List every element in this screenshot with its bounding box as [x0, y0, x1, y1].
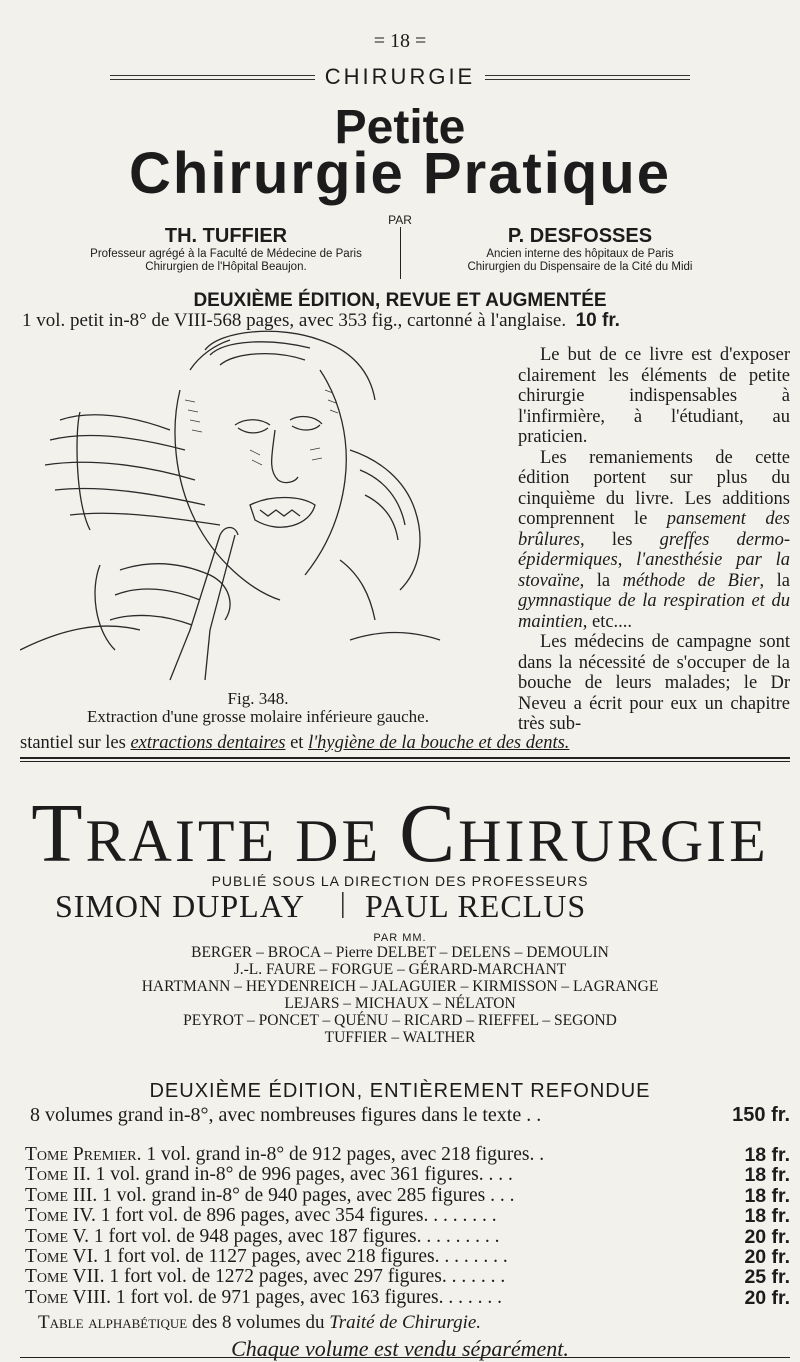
director-separator: |: [340, 888, 347, 919]
section-rule-right: [485, 75, 690, 80]
tome-row: Tome VIII. 1 fort vol. de 971 pages, avec 163 figures. . . . . . . 20 fr.: [25, 1286, 790, 1309]
tome-price: 18 fr.: [744, 1205, 790, 1228]
dental-extraction-illustration: [20, 330, 480, 690]
tome-row: Tome VI. 1 fort vol. de 1127 pages, avec 218 figures. . . . . . . . 20 fr.: [25, 1245, 790, 1268]
book1-title-line2: Chirurgie Pratique: [129, 141, 671, 206]
tome-price: 18 fr.: [744, 1184, 790, 1207]
tome-price: 25 fr.: [744, 1266, 790, 1289]
illustration-drawing: [20, 330, 480, 690]
book1-edition: DEUXIÈME ÉDITION, REVUE ET AUGMENTÉE: [193, 290, 607, 311]
tome-price: 18 fr.: [744, 1144, 790, 1166]
book2-volumes-info: [30, 1104, 790, 1127]
figure-description: Extraction d'une grosse molaire inférieure gauche.: [87, 707, 429, 726]
author-title: Professeur agrégé à la Faculté de Médecine de Paris: [90, 248, 362, 260]
section-title: CHIRURGIE: [324, 64, 476, 89]
book1-authors: [60, 225, 750, 285]
author-desfosses: [410, 225, 750, 274]
contributors-line: HARTMANN – HEYDENREICH – JALAGUIER – KIRMISSON – LAGRANGE: [141, 978, 659, 995]
volume-text: 1 vol. petit in-8° de VIII-568 pages, avec 353 fig., cartonné à l'anglaise.: [22, 310, 567, 331]
volumes-text: 8 volumes grand in-8°, avec nombreuses figures dans le texte . .: [30, 1104, 542, 1126]
volumes-price: 150 fr.: [732, 1104, 790, 1126]
tome-row: Tome Premier. 1 vol. grand in-8° de 912 pages, avec 218 figures. . 18 fr.: [25, 1144, 790, 1166]
bottom-rule: [20, 1357, 790, 1358]
figure-number: Fig. 348.: [227, 689, 289, 708]
divider-rule: [20, 757, 790, 759]
director-duplay: SIMON DUPLAY: [55, 888, 305, 924]
book1-title-line1: Petite: [334, 101, 466, 154]
contributors-line: LEJARS – MICHAUX – NÉLATON: [284, 995, 516, 1012]
tome-price: 20 fr.: [744, 1245, 790, 1268]
contributors-line: TUFFIER – WALTHER: [324, 1029, 476, 1046]
contributors-line: J.-L. FAURE – FORGUE – GÉRARD-MARCHANT: [233, 961, 567, 978]
book1-price: 10 fr.: [575, 310, 620, 331]
by-label: PAR: [388, 213, 412, 227]
section-rule-left: [110, 75, 315, 80]
tome-row: Tome II. 1 vol. grand in-8° de 996 pages, avec 361 figures. . . . 18 fr.: [25, 1164, 790, 1187]
author-title: Chirurgien du Dispensaire de la Cité du Midi: [467, 261, 693, 273]
author-name: P. DESFOSSES: [507, 225, 653, 247]
director-reclus: PAUL RECLUS: [365, 888, 587, 924]
tome-row: Tome IV. 1 fort vol. de 896 pages, avec 354 figures. . . . . . . . 18 fr.: [25, 1205, 790, 1228]
description-paragraph: Le but de ce livre est d'exposer clairement les éléments de petite chirurgie indispensables à l'infirmière, à l'étudiant, au praticien.: [518, 345, 790, 447]
author-tuffier: [60, 225, 392, 274]
page-number: = 18 =: [373, 30, 427, 52]
figure-caption: [38, 690, 478, 726]
tome-price: 20 fr.: [744, 1225, 790, 1248]
tome-row: Tome III. 1 vol. grand in-8° de 940 pages, avec 285 figures . . . 18 fr.: [25, 1184, 790, 1207]
tome-row: Tome VII. 1 fort vol. de 1272 pages, avec 297 figures. . . . . . . 25 fr.: [25, 1266, 790, 1289]
book2-title: TRAITE DE CHIRURGIE: [31, 787, 769, 880]
alphabetical-table-line: Table alphabétique des 8 volumes du Traité de Chirurgie.: [38, 1312, 482, 1333]
book1-description: [518, 345, 790, 735]
description-paragraph: Les remaniements de cette édition portent sur plus du cinquième du livre. Les additions comprennent le pansement des brûlures, les greffes dermo-épidermiques, l'anesthésie par la stovaïne, la méthode de Bier, la gymnastique de la respiration et du maintien, etc....: [518, 447, 790, 632]
published-under-label: PUBLIÉ SOUS LA DIRECTION DES PROFESSEURS: [211, 873, 589, 889]
author-name: TH. TUFFIER: [164, 225, 288, 247]
divider-rule: [20, 761, 790, 762]
author-divider: [400, 227, 401, 279]
book2-directors: [55, 888, 765, 928]
book2-edition: DEUXIÈME ÉDITION, ENTIÈREMENT REFONDUE: [149, 1080, 651, 1102]
description-paragraph: Les médecins de campagne sont dans la nécessité de s'occuper de la bouche de leurs malades; le Dr Neveu a écrit pour eux un chapitre très sub-: [518, 632, 790, 734]
contributors-line: PEYROT – PONCET – QUÉNU – RICARD – RIEFFEL – SEGOND: [183, 1012, 617, 1029]
author-title: Ancien interne des hôpitaux de Paris: [486, 248, 674, 260]
book1-volume-info: [22, 310, 620, 332]
contributors-label: PAR MM.: [373, 932, 427, 944]
sold-separately-note: Chaque volume est vendu séparément.: [231, 1336, 569, 1361]
description-tail: stantiel sur les extractions dentaires et l'hygiène de la bouche et des dents.: [20, 733, 570, 753]
section-header: [110, 62, 690, 92]
tome-price: 20 fr.: [744, 1286, 790, 1309]
author-title: Chirurgien de l'Hôpital Beaujon.: [145, 261, 307, 273]
contributors-line: BERGER – BROCA – Pierre DELBET – DELENS – DEMOULIN: [191, 944, 609, 961]
tome-row: Tome V. 1 fort vol. de 948 pages, avec 187 figures. . . . . . . . . 20 fr.: [25, 1225, 790, 1248]
contributors-list: [30, 944, 770, 1046]
tomes-list: [25, 1145, 790, 1308]
tome-price: 18 fr.: [744, 1164, 790, 1187]
